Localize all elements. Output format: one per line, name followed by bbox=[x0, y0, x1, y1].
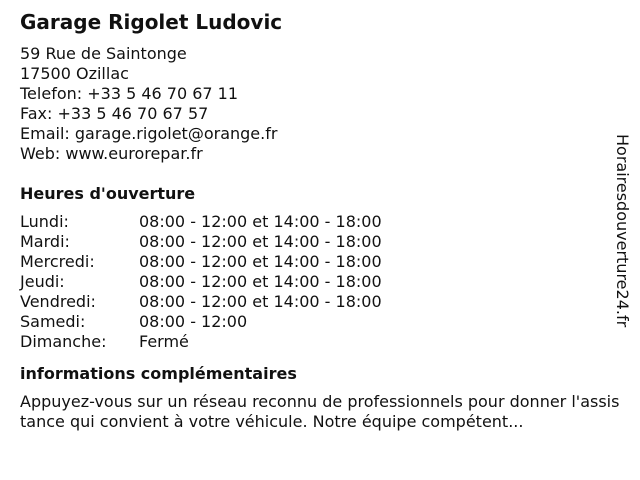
hours-row bbox=[20, 292, 620, 312]
day-label: Samedi: bbox=[20, 312, 86, 331]
day-label: Jeudi: bbox=[20, 272, 65, 291]
additional-info-text: Appuyez-vous sur un réseau reconnu de professionnels pour donner l'assistance qui convient à votre véhicule. Notre équipe compétent... bbox=[20, 392, 620, 431]
day-hours: 08:00 - 12:00 et 14:00 - 18:00 bbox=[139, 292, 382, 311]
hours-row bbox=[20, 272, 620, 292]
day-label: Dimanche: bbox=[20, 332, 107, 351]
day-hours: Fermé bbox=[139, 332, 189, 351]
hours-row bbox=[20, 212, 620, 232]
day-label: Vendredi: bbox=[20, 292, 96, 311]
hours-row bbox=[20, 232, 620, 252]
fax-line: Fax: +33 5 46 70 67 57 bbox=[20, 104, 209, 123]
address-street: 59 Rue de Saintonge bbox=[20, 44, 187, 63]
day-hours: 08:00 - 12:00 et 14:00 - 18:00 bbox=[139, 272, 382, 291]
day-hours: 08:00 - 12:00 et 14:00 - 18:00 bbox=[139, 252, 382, 271]
web-line: Web: www.eurorepar.fr bbox=[20, 144, 203, 163]
day-hours: 08:00 - 12:00 et 14:00 - 18:00 bbox=[139, 232, 382, 251]
day-hours: 08:00 - 12:00 et 14:00 - 18:00 bbox=[139, 212, 382, 231]
hours-row bbox=[20, 312, 620, 332]
day-hours: 08:00 - 12:00 bbox=[139, 312, 248, 331]
email-line: Email: garage.rigolet@orange.fr bbox=[20, 124, 278, 143]
day-label: Lundi: bbox=[20, 212, 69, 231]
phone-line: Telefon: +33 5 46 70 67 11 bbox=[20, 84, 239, 103]
business-card bbox=[20, 8, 620, 432]
hours-row bbox=[20, 252, 620, 272]
address-city: 17500 Ozillac bbox=[20, 64, 129, 83]
day-label: Mercredi: bbox=[20, 252, 95, 271]
opening-hours-heading: Heures d'ouverture bbox=[20, 184, 196, 203]
contact-block bbox=[20, 44, 620, 164]
business-name: Garage Rigolet Ludovic bbox=[20, 10, 283, 34]
day-label: Mardi: bbox=[20, 232, 70, 251]
hours-row bbox=[20, 332, 620, 352]
site-watermark: Horairesdouverture24.fr bbox=[613, 134, 632, 328]
opening-hours-table bbox=[20, 212, 620, 352]
additional-info-heading: informations complémentaires bbox=[20, 364, 297, 383]
